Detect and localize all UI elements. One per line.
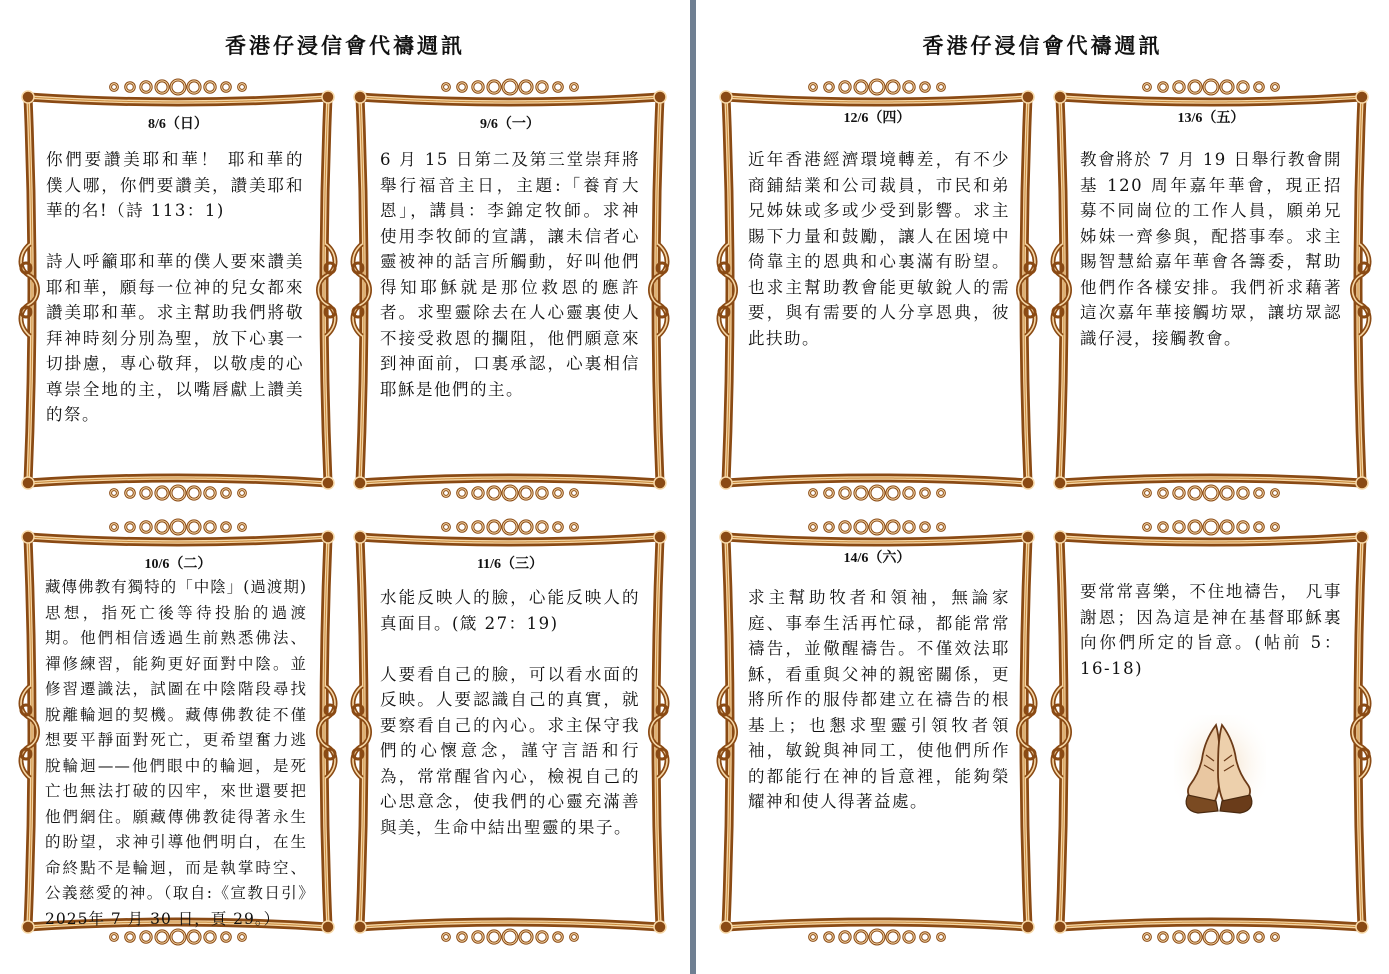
card-date: 9/6（一）	[480, 117, 540, 132]
card-body: 近年香港經濟環境轉差，有不少商鋪結業和公司裁員，市民和弟兄姊妹或多或少受到影響。求主賜下力量和鼓勵，讓人在困境中倚靠主的恩典和心裏滿有盼望。也求主幫助教會能更敏銳人的需要，與有需要的人分享恩典，彼此扶助。	[748, 150, 1010, 348]
card-body: 藏傳佛教有獨特的「中陰」(過渡期)思想，指死亡後等待投胎的過渡期。他們相信透過生前熟悉佛法、禪修練習，能夠更好面對中陰。並修習遷識法，試圖在中陰階段尋找脫離輪迴的契機。藏傳佛教徒不僅想要平靜面對死亡，更希望奮力逃脫輪迴——他們眼中的輪迴，是死亡也無法打破的囚牢，來世還要把他們網住。願藏傳佛教徒得著永生的盼望，求神引導他們明白，在生命終點不是輪迴，而是執掌時空、公義慈愛的神。（取自:《宣教日引》2025年 7 月 30 日，頁 29。）	[45, 578, 307, 928]
card-body: 水能反映人的臉，心能反映人的真面目。(箴 27：19) 人要看自己的臉，可以看水面的反映。人要認識自己的真實，就要察看自己的內心。求主保守我們的心懷意念，謹守言語和行為，常常醒省內心，檢視自己的心思意念，使我們的心靈充滿善與美，生命中結出聖靈的果子。	[380, 588, 640, 837]
left-page	[0, 0, 690, 974]
prayer-card-verse	[1044, 515, 1378, 949]
card-date: 11/6（三）	[476, 557, 544, 572]
prayer-card-12-6	[710, 75, 1044, 505]
card-date: 10/6（二）	[144, 557, 212, 572]
card-date: 12/6（四）	[843, 111, 911, 126]
card-date: 13/6（五）	[1177, 111, 1245, 126]
card-date: 14/6（六）	[843, 551, 911, 566]
praying-hands-icon	[1174, 715, 1266, 815]
card-body: 6 月 15 日第二及第三堂崇拜將舉行福音主日，主題:「養育大恩」，講員：李錦定牧師。求神使用李牧師的宣講，讓未信者心靈被神的話言所觸動，好叫他們得知耶穌就是那位救恩的應許者。求聖靈除去在人心靈裏使人不接受救恩的攔阻，他們願意來到神面前，口裏承認，心裏相信耶穌是他們的主。	[380, 150, 640, 399]
prayer-card-8-6	[12, 75, 344, 505]
card-body: 要常常喜樂，不住地禱告， 凡事謝恩；因為這是神在基督耶穌裏向你們所定的旨意。(帖前 5：16-18)	[1080, 582, 1342, 678]
card-date: 8/6（日）	[148, 117, 208, 132]
prayer-card-13-6	[1044, 75, 1378, 505]
prayer-card-9-6	[344, 75, 676, 505]
prayer-card-10-6	[12, 515, 344, 949]
right-page	[696, 0, 1389, 974]
card-body: 求主幫助牧者和領袖，無論家庭、事奉生活再忙碌，都能常常禱告，並儆醒禱告。不僅效法耶穌，看重與父神的親密關係，更將所作的服侍都建立在禱告的根基上；也懇求聖靈引領牧者領袖，敏銳與神同工，使他們所作的都能行在神的旨意裡，能夠榮耀神和使人得著益處。	[748, 588, 1010, 811]
page-title: 香港仔浸信會代禱週訊	[225, 33, 465, 58]
prayer-card-11-6	[344, 515, 676, 949]
prayer-card-14-6	[710, 515, 1044, 949]
card-body: 你們要讚美耶和華！ 耶和華的僕人哪，你們要讚美，讚美耶和華的名!（詩 113：1) 詩人呼籲耶和華的僕人要來讚美耶和華，願每一位神的兒女都來讚美耶和華。求主幫助我們將敬拜神時刻分別為聖，放下心裏一切掛慮，專心敬拜，以敬虔的心尊崇全地的主，以嘴唇獻上讚美的祭。	[46, 150, 304, 424]
page-title: 香港仔浸信會代禱週訊	[922, 33, 1163, 58]
card-body: 教會將於 7 月 19 日舉行教會開基 120 周年嘉年華會，現正招募不同崗位的工作人員，願弟兄姊妹一齊參與，配搭事奉。求主賜智慧給嘉年華會各籌委，幫助他們作各樣安排。我們祈求藉著這次嘉年華接觸坊眾，讓坊眾認識仔浸，接觸教會。	[1080, 150, 1342, 348]
